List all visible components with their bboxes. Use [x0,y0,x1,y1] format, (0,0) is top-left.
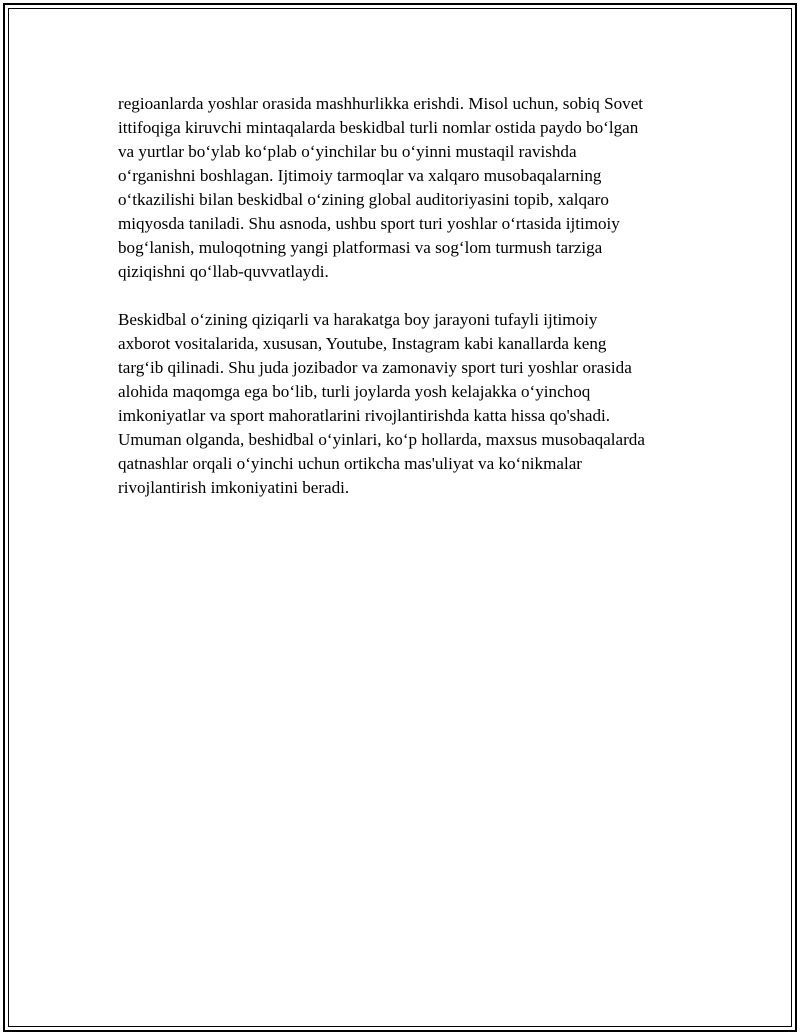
text-line: Umuman olganda, beshidbal o‘yinlari, ko‘p hollarda, maxsus musobaqalarda [118,430,645,449]
paragraph-1 [118,92,708,284]
text-line: alohida maqomga ega bo‘lib, turli joylarda yosh kelajakka o‘yinchoq [118,382,591,401]
text-line: targ‘ib qilinadi. Shu juda jozibador va zamonaviy sport turi yoshlar orasida [118,358,632,377]
text-line: va yurtlar bo‘ylab ko‘plab o‘yinchilar bu o‘yinni mustaqil ravishda [118,142,577,161]
text-line: rivojlantirish imkoniyatini beradi. [118,478,350,497]
text-line: miqyosda taniladi. Shu asnoda, ushbu sport turi yoshlar o‘rtasida ijtimoiy [118,214,620,233]
paragraph-2 [118,308,708,500]
text-line: qiziqishni qo‘llab-quvvatlaydi. [118,262,329,281]
text-line: ittifoqiga kiruvchi mintaqalarda beskidbal turli nomlar ostida paydo bo‘lgan [118,118,639,137]
text-line: imkoniyatlar va sport mahoratlarini rivojlantirishda katta hissa qo'shadi. [118,406,611,425]
text-line: o‘tkazilishi bilan beskidbal o‘zining global auditoriyasini topib, xalqaro [118,190,609,209]
text-line: bog‘lanish, muloqotning yangi platformasi va sog‘lom turmush tarziga [118,238,603,257]
text-line: axborot vositalarida, xususan, Youtube, Instagram kabi kanallarda keng [118,334,607,353]
text-line: qatnashlar orqali o‘yinchi uchun ortikcha mas'uliyat va ko‘nikmalar [118,454,582,473]
text-line: o‘rganishni boshlagan. Ijtimoiy tarmoqlar va xalqaro musobaqalarning [118,166,602,185]
text-line: regioanlarda yoshlar orasida mashhurlikka erishdi. Misol uchun, sobiq Sovet [118,94,644,113]
text-line: Beskidbal o‘zining qiziqarli va harakatga boy jarayoni tufayli ijtimoiy [118,310,598,329]
document-body [118,92,708,524]
